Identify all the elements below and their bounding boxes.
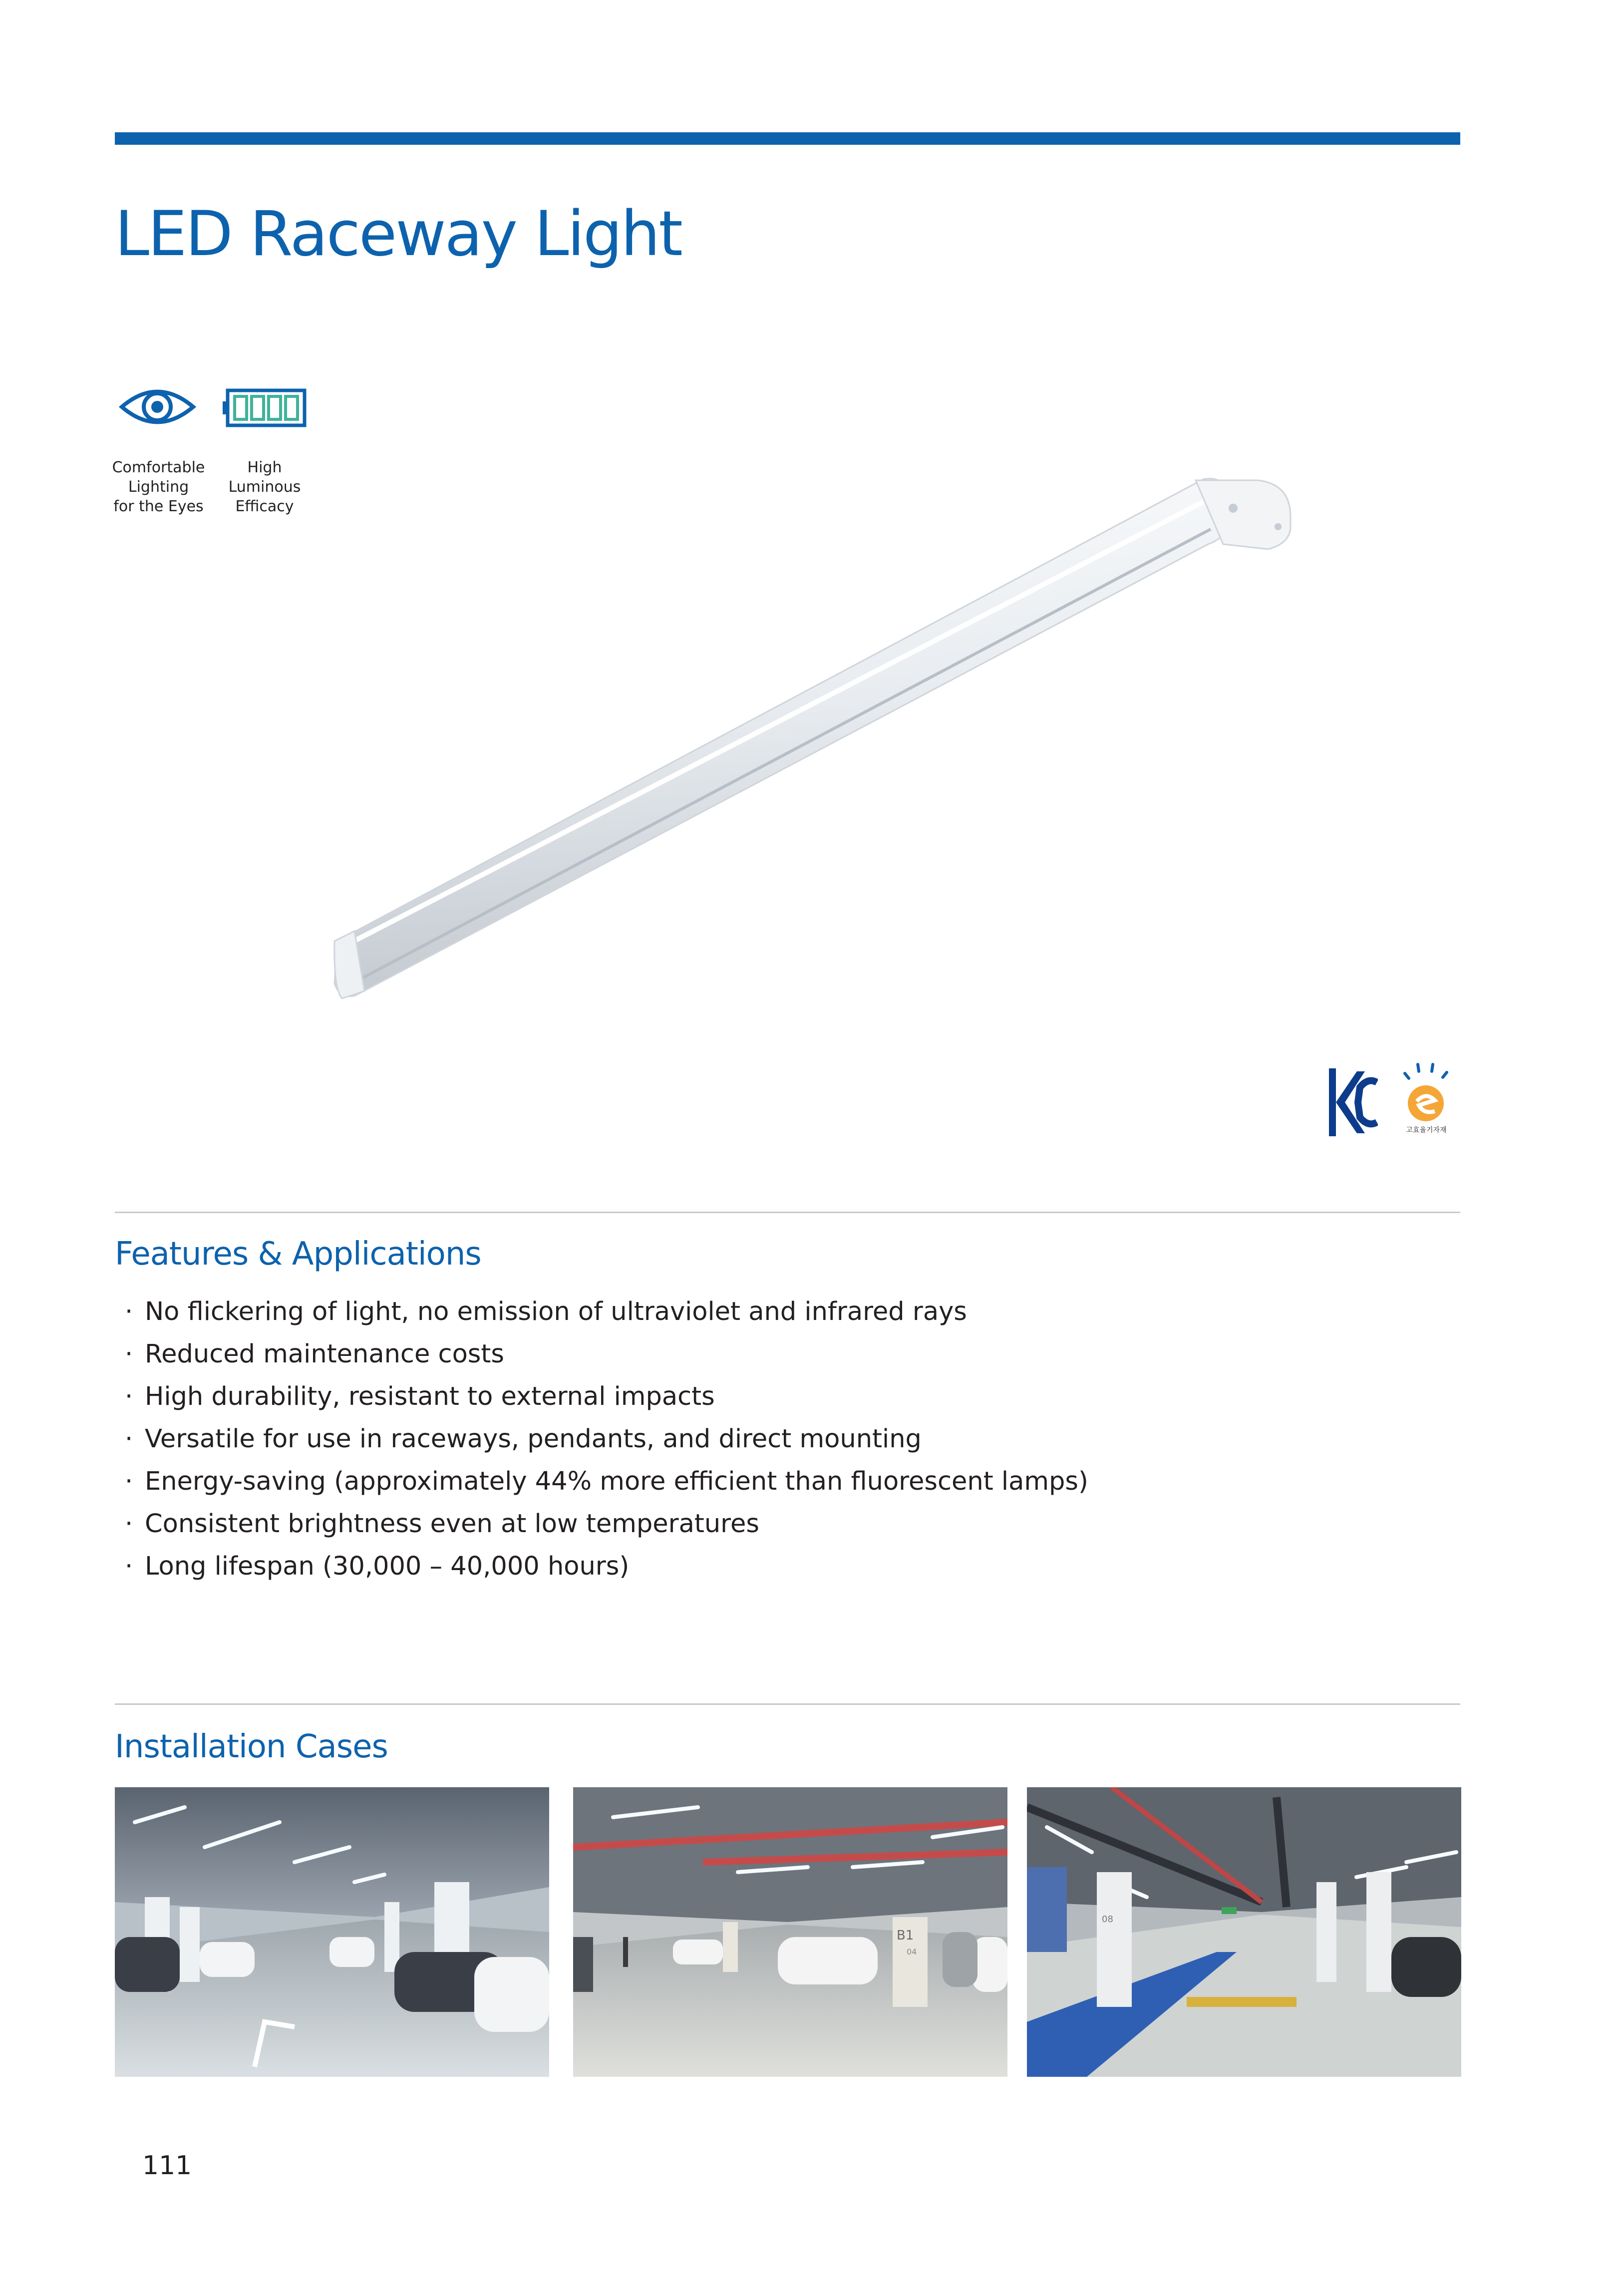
list-item: · High durability, resistant to external impacts [125,1382,715,1411]
features-heading: Features & Applications [115,1236,481,1273]
svg-text:04: 04 [907,1947,917,1956]
divider [115,1212,1460,1213]
list-item: · Energy-saving (approximately 44% more efficient than fluorescent lamps) [125,1467,1088,1496]
battery-icon [223,388,308,428]
feature-label-eyes: Comfortable Lighting for the Eyes [112,459,205,515]
list-item: · Long lifespan (30,000 – 40,000 hours) [125,1552,630,1581]
divider [115,1703,1460,1705]
high-efficiency-mark-icon [1398,1062,1455,1137]
installation-heading: Installation Cases [115,1728,388,1765]
svg-text:고효율기자재: 고효율기자재 [1406,1126,1447,1134]
svg-text:08: 08 [1102,1914,1113,1925]
page-number: 111 [142,2151,192,2181]
parking-garage-photo-3 [1027,1787,1461,2077]
svg-text:B1: B1 [897,1928,914,1943]
feature-label-efficacy: High Luminous Efficacy [228,459,301,515]
list-item: · Reduced maintenance costs [125,1339,504,1369]
list-item: · No flickering of light, no emission of ultraviolet and infrared rays [125,1297,967,1326]
product-image [325,469,1303,1008]
list-item: · Consistent brightness even at low temperatures [125,1509,759,1539]
parking-garage-photo-1 [115,1787,549,2077]
eye-icon [119,383,196,431]
list-item: · Versatile for use in raceways, pendants, and direct mounting [125,1424,922,1454]
features-list [125,1291,1088,1588]
page-title: LED Raceway Light [115,198,681,270]
parking-garage-photo-2 [573,1787,1007,2077]
top-accent-bar [115,132,1460,145]
kc-mark-icon [1328,1067,1378,1137]
